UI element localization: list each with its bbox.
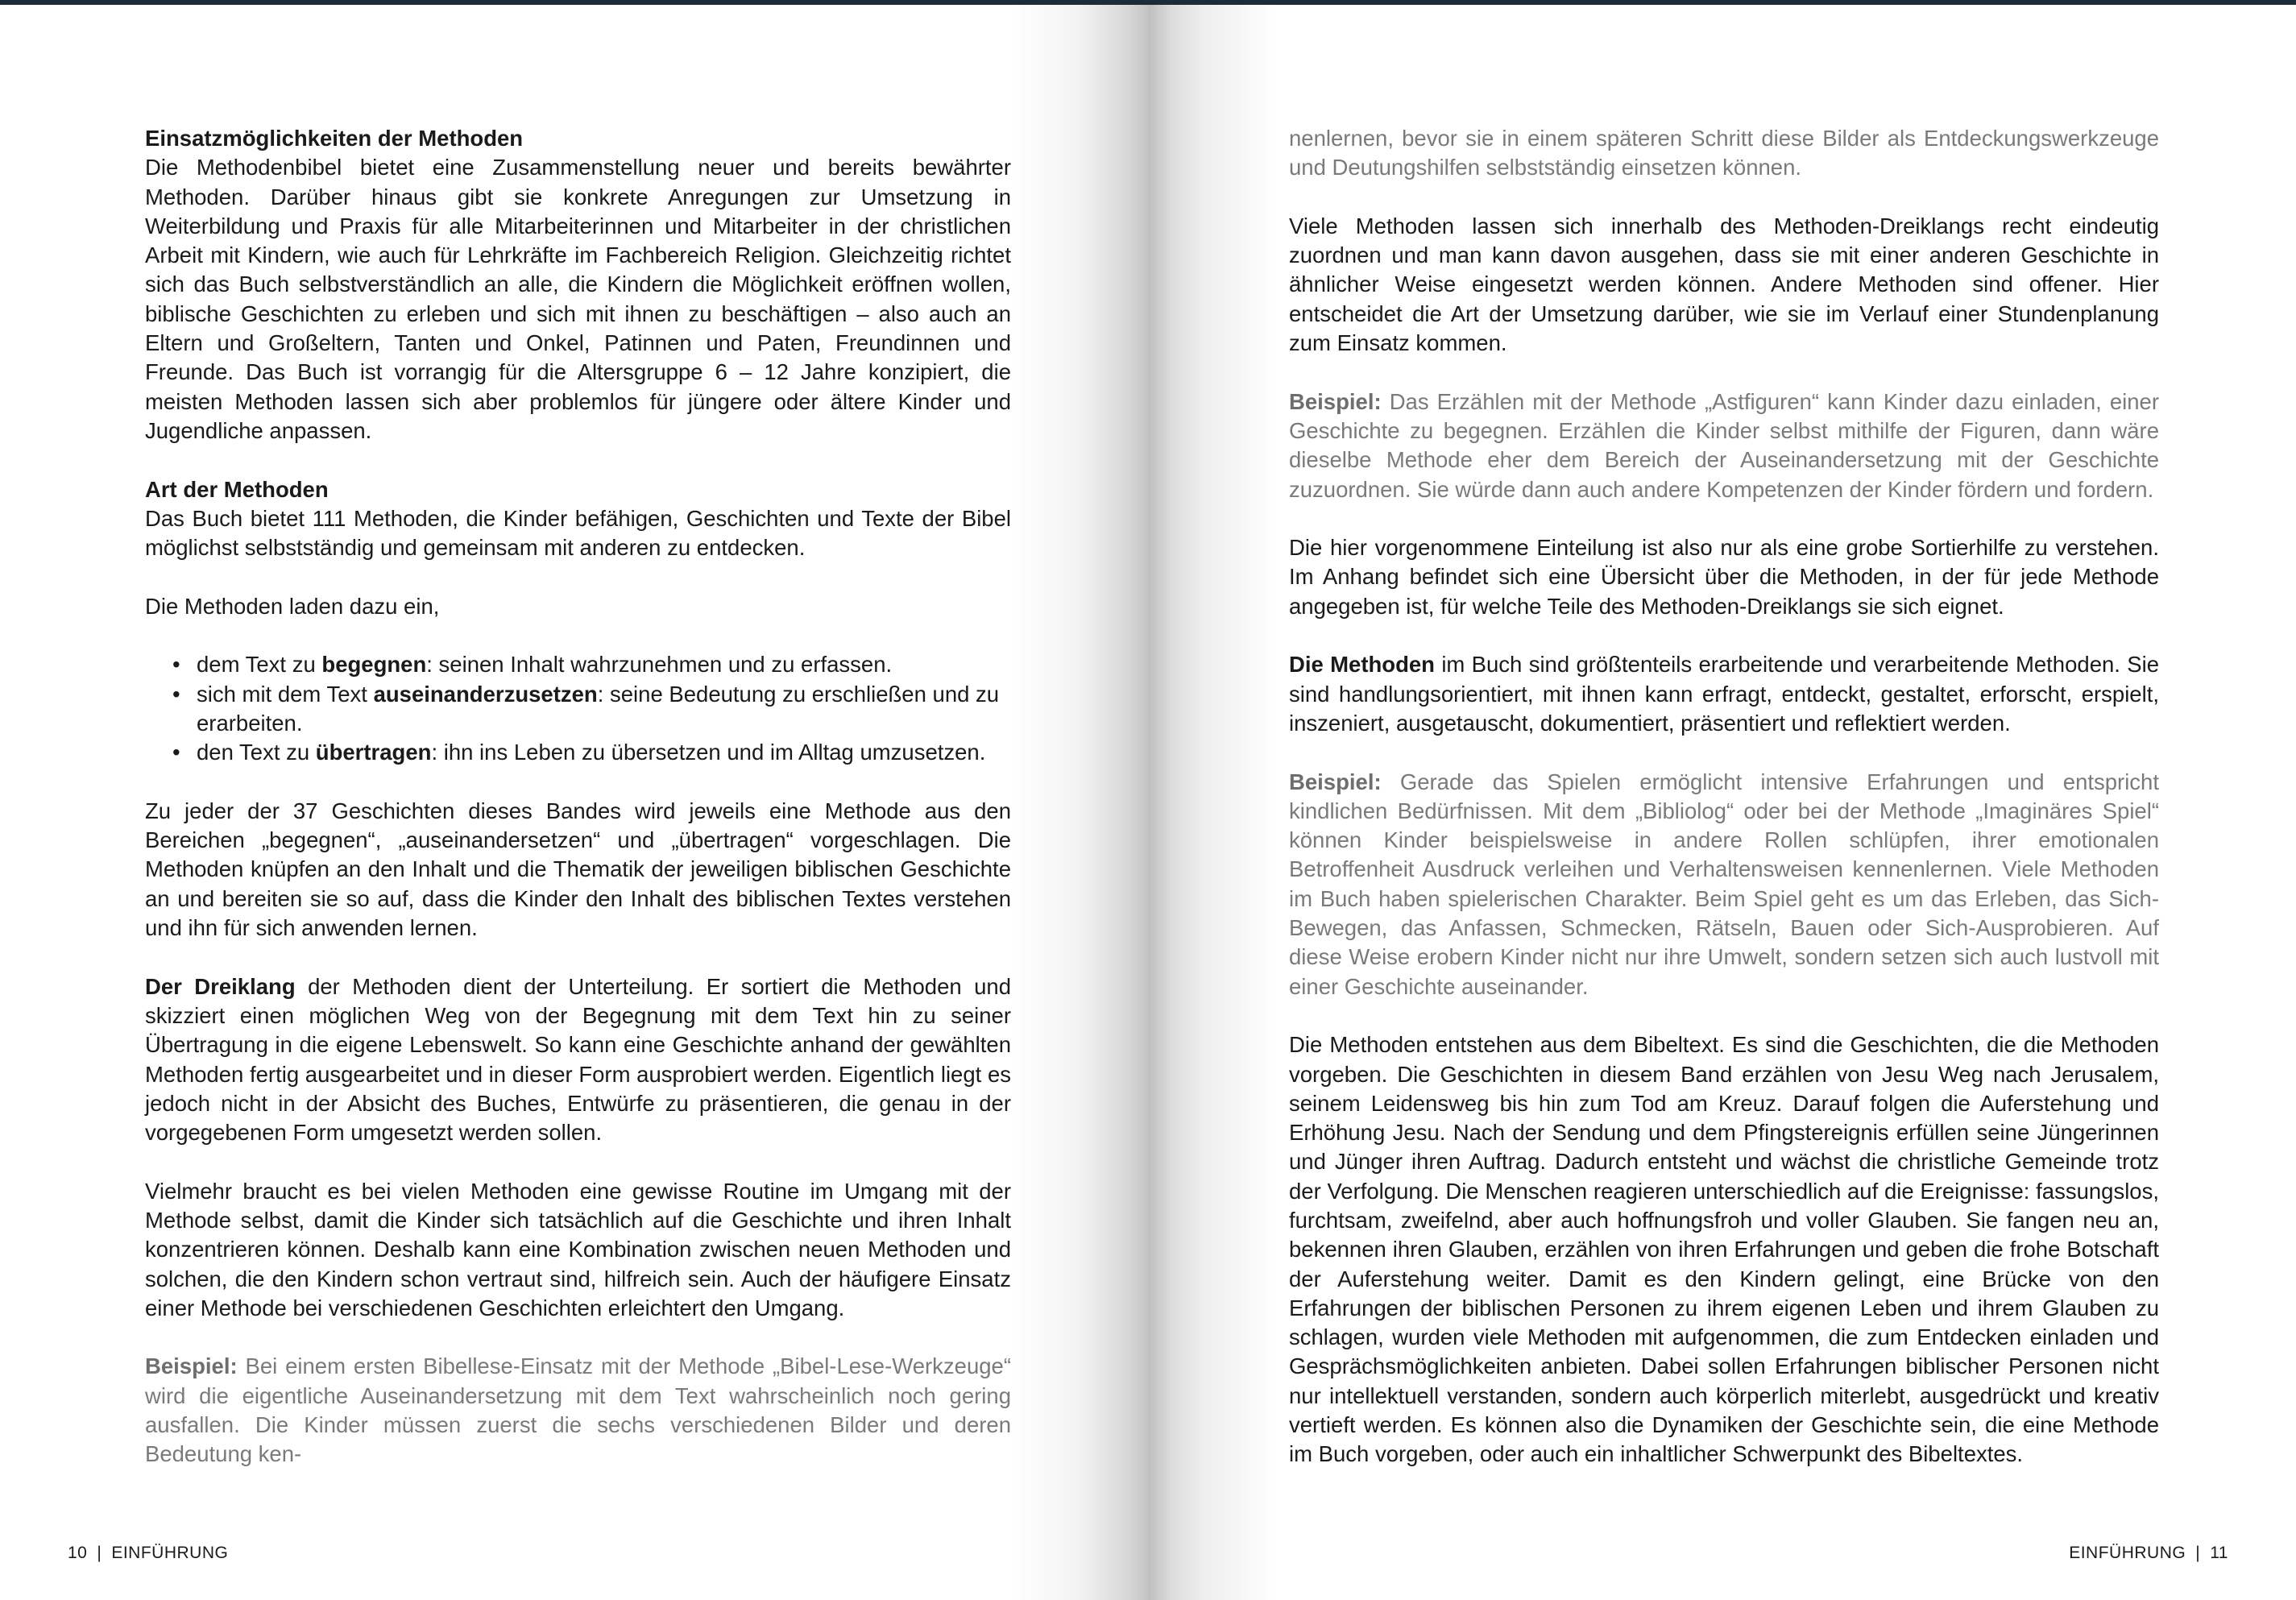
bold-term: auseinanderzusetzen [373, 681, 598, 707]
example-label: Beispiel: [145, 1353, 238, 1379]
methods-bullet-list [145, 650, 1011, 767]
book-spread [0, 5, 2296, 1600]
paragraph-zuordnen: Viele Methoden lassen sich innerhalb des Methoden-Dreiklangs recht eindeutig zuordnen und man kann davon ausgehen, dass sie mit einer anderen Geschichte in ähnlicher Weise eingesetzt werden können. Andere Methoden sind offener. Hier entscheidet die Art der Umsetzung darüber, wie sie im Verlauf einer Stundenplanung zum Einsatz kommen. [1289, 213, 2159, 356]
example-paragraph-spielen: Beispiel: Gerade das Spielen ermöglicht intensive Erfahrungen und entspricht kindlichen Bedürfnissen. Mit dem „Bibliolog“ oder bei der Methode „Imaginäres Spiel“ können Kinder beispielsweise in andere Rollen schlüpfen, ihrer emotionalen Betroffenheit Ausdruck verleihen und Verhaltensweisen kennenlernen. Viele Methoden im Buch haben spielerischen Charakter. Beim Spiel geht es um das Erleben, das Sich-Bewegen, das Anfassen, Schmecken, Rätseln, Bauen oder Sich-Ausprobieren. Auf diese Weise erobern Kinder nicht nur ihre Umwelt, sondern setzen sich auch lustvoll mit einer Geschichte auseinander. [1289, 769, 2159, 999]
paragraph-einsatzmoeglichkeiten: Die Methodenbibel bietet eine Zusammenstellung neuer und bereits bewährter Methoden. Darüber hinaus gibt sie konkrete Anregungen zur Umsetzung in Weiterbildung und Praxis für alle Mitarbeiterinnen und Mitarbeiter in der christlichen Arbeit mit Kindern, wie auch für Lehrkräfte im Fachbereich Religion. Gleichzeitig richtet sich das Buch selbstverständlich an alle, die Kindern die Möglichkeit eröffnen wollen, biblische Geschichten zu erleben und sich mit ihnen zu beschäftigen – also auch an Eltern und Großeltern, Tanten und Onkel, Patinnen und Paten, Freundinnen und Freunde. Das Buch ist vorrangig für die Altersgruppe 6 – 12 Jahre konzipiert, die meisten Methoden lassen sich aber problemlos für jüngere oder ältere Kinder und Jugendliche anpassen. [145, 155, 1011, 443]
running-section-title: EINFÜHRUNG [2069, 1544, 2186, 1562]
heading-art-der-methoden: Art der Methoden [145, 476, 329, 502]
example-label: Beispiel: [1289, 388, 1382, 414]
footer-separator: | [2195, 1544, 2201, 1562]
bold-term: Der Dreiklang [145, 973, 296, 999]
right-text-column [1289, 124, 2159, 1498]
bullet-icon: • [172, 681, 180, 707]
example-paragraph-bibel-lese: Beispiel: Bei einem ersten Bibellese-Einsatz mit der Methode „Bibel-Lese-Werkzeuge“ wird die eigentliche Auseinandersetzung mit dem Text wahrscheinlich noch gering ausfallen. Die Kinder müssen zuerst die sechs verschiedenen Bilder und deren Bedeutung ken- [145, 1353, 1011, 1467]
list-item: • sich mit dem Text auseinanderzusetzen: seine Bedeutung zu erschließen und zu erarbeiten. [172, 681, 1000, 736]
heading-einsatzmoeglichkeiten: Einsatzmöglichkeiten der Methoden [145, 126, 524, 151]
left-page [0, 5, 1148, 1600]
paragraph-37-geschichten: Zu jeder der 37 Geschichten dieses Bandes wird jeweils eine Methode aus den Bereichen „begegnen“, „auseinandersetzen“ und „übertragen“ vorgeschlagen. Die Methoden knüpfen an den Inhalt und die Thematik der jeweiligen biblischen Geschichte an und bereiten sie so auf, dass die Kinder den Inhalt des biblischen Textes verstehen und ihn für sich anwenden lernen. [145, 798, 1011, 941]
page-number: 10 [68, 1544, 88, 1562]
paragraph-routine: Vielmehr braucht es bei vielen Methoden eine gewisse Routine im Umgang mit der Methode selbst, damit die Kinder sich tatsächlich auf die Geschichte und ihren Inhalt konzentrieren können. Deshalb kann eine Kombination zwischen neuen Methoden und solchen, die den Kindern schon vertraut sind, hilfreich sein. Auch der häufigere Einsatz einer Methode bei verschiedenen Geschichten erleichtert den Umgang. [145, 1178, 1011, 1320]
left-page-footer [68, 1543, 228, 1564]
right-page [1148, 5, 2296, 1600]
bold-term: übertragen [315, 740, 432, 765]
list-item: • dem Text zu begegnen: seinen Inhalt wahrzunehmen und zu erfassen. [172, 650, 1011, 679]
footer-separator: | [97, 1544, 102, 1562]
paragraph-dreiklang: Der Dreiklang der Methoden dient der Unterteilung. Er sortiert die Methoden und skizziert einen möglichen Weg von der Begegnung mit dem Text hin zu seiner Übertragung in die eigene Lebenswelt. So kann eine Geschichte anhand der gewählten Methoden fertig ausgearbeitet und in dieser Form ausprobiert werden. Eigentlich liegt es jedoch nicht in der Absicht des Buches, Entwürfe zu präsentieren, die genau in der vorgegebenen Form umgesetzt werden sollen. [145, 973, 1011, 1146]
list-item: • den Text zu übertragen: ihn ins Leben zu übersetzen und im Alltag umzusetzen. [172, 738, 1011, 767]
paragraph-einteilung: Die hier vorgenommene Einteilung ist also nur als eine grobe Sortierhilfe zu verstehen. Im Anhang befindet sich eine Übersicht über die Methoden, in der für jede Methode angegeben ist, für welche Teile des Methoden-Dreiklangs sie sich eignet. [1289, 535, 2159, 619]
example-paragraph-continued: nenlernen, bevor sie in einem späteren Schritt diese Bilder als Entdeckungswerkzeuge und Deutungshilfen selbstständig einsetzen können. [1289, 126, 2159, 180]
page-number: 11 [2210, 1544, 2228, 1562]
paragraph-bibeltext: Die Methoden entstehen aus dem Bibeltext. Es sind die Geschichten, die die Methoden vorgeben. Die Geschichten in diesem Band erzählen von Jesu Weg nach Jerusalem, seinem Leidensweg bis hin zum Tod am Kreuz. Darauf folgen die Auferstehung und Erhöhung Jesu. Nach der Sendung und dem Pfingstereignis erfüllen seine Jüngerinnen und Jünger ihren Auftrag. Dadurch entsteht und wächst die christliche Gemeinde trotz der Verfolgung. Die Menschen reagieren unterschiedlich auf die Ereignisse: fassungslos, furchtsam, zweifelnd, aber auch hoffnungsfroh und voller Glauben. Sie fangen neu an, bekennen ihren Glauben, erzählen von ihren Erfahrungen und geben die frohe Botschaft der Auferstehung weiter. Damit es den Kindern gelingt, eine Brücke von den Erfahrungen der biblischen Personen zu ihrem eigenen Leben und ihrem Glauben zu schlagen, wurden viele Methoden mit aufgenommen, die zum Entdecken einladen und Gesprächsmöglichkeiten anbieten. Dabei sollen Erfahrungen biblischer Personen nicht nur intellektuell verstanden, sondern auch körperlich miterlebt, ausgedrückt und kreativ vertieft werden. Es können also die Dynamiken der Geschichte sein, die eine Methode im Buch vorgeben, oder auch ein inhaltlicher Schwerpunkt des Bibeltextes. [1289, 1032, 2159, 1467]
bullet-icon: • [172, 740, 180, 765]
running-section-title: EINFÜHRUNG [111, 1544, 229, 1562]
paragraph-list-intro: Die Methoden laden dazu ein, [145, 593, 440, 619]
bold-term: Die Methoden [1289, 652, 1435, 678]
example-label: Beispiel: [1289, 769, 1382, 794]
left-text-column [145, 124, 1011, 1498]
example-paragraph-astfiguren: Beispiel: Das Erzählen mit der Methode „Astfiguren“ kann Kinder dazu einladen, einer Geschichte zu begegnen. Erzählen die Kinder selbst mithilfe der Figuren, dann wäre dieselbe Methode eher dem Bereich der Auseinandersetzung mit der Geschichte zuzuordnen. Sie würde dann auch andere Kompetenzen der Kinder fördern und fordern. [1289, 388, 2159, 502]
paragraph-art-der-methoden: Das Buch bietet 111 Methoden, die Kinder befähigen, Geschichten und Texte der Bibel möglichst selbstständig und gemeinsam mit anderen zu entdecken. [145, 505, 1011, 561]
paragraph-die-methoden: Die Methoden im Buch sind größtenteils erarbeitende und verarbeitende Methoden. Sie sind handlungsorientiert, mit ihnen kann erfragt, entdeckt, gestaltet, erforscht, erspielt, inszeniert, ausgetauscht, dokumentiert, präsentiert und reflektiert werden. [1289, 652, 2159, 736]
bold-term: begegnen [321, 652, 427, 678]
right-page-footer [2069, 1543, 2228, 1564]
bullet-icon: • [172, 652, 180, 678]
